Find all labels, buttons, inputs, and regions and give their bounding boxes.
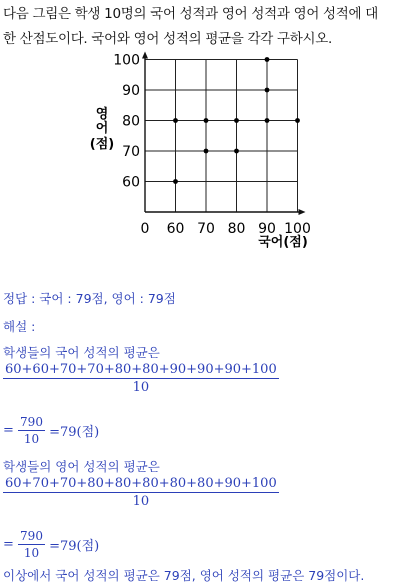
x-axis-arrow xyxy=(299,209,306,215)
question-line-2: 한 산점도이다. 국어와 영어 성적의 평균을 각각 구하시오. xyxy=(3,31,332,47)
scatter-plot xyxy=(0,50,400,260)
data-point-6 xyxy=(234,118,239,123)
english-sum-numerator: 60+70+70+80+80+80+80+80+90+100 xyxy=(5,476,277,491)
explanation-label: 해설 : xyxy=(3,319,36,334)
tick-labels xyxy=(113,53,311,238)
question-text xyxy=(3,2,397,52)
y-axis-label-1: 영 xyxy=(95,107,109,122)
english-sum-denominator: 10 xyxy=(132,494,150,509)
x-tick-label-0: 0 xyxy=(140,221,150,237)
korean-sum-fraction xyxy=(3,362,279,395)
x-tick-label-90: 90 xyxy=(258,221,276,237)
korean-sum-numerator: 60+60+70+70+80+80+90+90+90+100 xyxy=(5,362,277,377)
y-tick-label-100: 100 xyxy=(113,52,140,69)
english-eq-prefix: = xyxy=(3,537,14,552)
y-axis-arrow xyxy=(142,52,148,59)
english-result-equation xyxy=(3,529,99,560)
data-point-8 xyxy=(265,88,270,93)
y-axis-label-3: (점) xyxy=(89,137,115,152)
data-point-10 xyxy=(295,118,300,123)
data-point-2 xyxy=(173,118,178,123)
data-point-7 xyxy=(265,118,270,123)
question-line-1: 다음 그림은 학생 10명의 국어 성적과 영어 성적과 영어 성적에 대 xyxy=(3,6,379,22)
x-tick-label-60: 60 xyxy=(166,221,185,237)
x-axis-label: 국어(점) xyxy=(258,235,308,250)
korean-eq-result: =79(점) xyxy=(49,425,100,440)
y-tick-label-80: 80 xyxy=(122,113,140,130)
korean-heading: 학생들의 국어 성적의 평균은 xyxy=(3,345,160,360)
axes xyxy=(142,52,306,216)
korean-result-denominator: 10 xyxy=(23,432,40,446)
y-tick-label-90: 90 xyxy=(122,83,140,99)
data-point-5 xyxy=(234,149,239,154)
answer-line: 정답 : 국어 : 79점, 영어 : 79점 xyxy=(3,291,176,306)
korean-sum-denominator: 10 xyxy=(132,380,150,395)
x-tick-label-70: 70 xyxy=(197,221,215,237)
english-eq-result: =79(점) xyxy=(49,539,100,554)
conclusion: 이상에서 국어 성적의 평균은 79점, 영어 성적의 평균은 79점이다. xyxy=(3,568,365,583)
korean-result-equation xyxy=(3,415,99,446)
y-tick-label-70: 70 xyxy=(122,144,140,160)
data-point-1 xyxy=(173,179,178,184)
english-sum-fraction xyxy=(3,476,279,509)
x-tick-label-80: 80 xyxy=(227,221,246,237)
data-point-3 xyxy=(204,149,209,154)
english-result-denominator: 10 xyxy=(23,546,40,560)
english-heading: 학생들의 영어 성적의 평균은 xyxy=(3,459,160,474)
x-tick-label-100: 100 xyxy=(284,221,311,237)
data-point-4 xyxy=(204,118,209,123)
grid-lines xyxy=(145,60,298,213)
korean-result-numerator: 790 xyxy=(20,415,43,429)
y-tick-label-60: 60 xyxy=(122,174,140,191)
y-axis-label-2: 어 xyxy=(95,121,109,136)
english-result-numerator: 790 xyxy=(20,529,43,543)
data-point-9 xyxy=(265,57,270,62)
korean-eq-prefix: = xyxy=(3,423,14,438)
